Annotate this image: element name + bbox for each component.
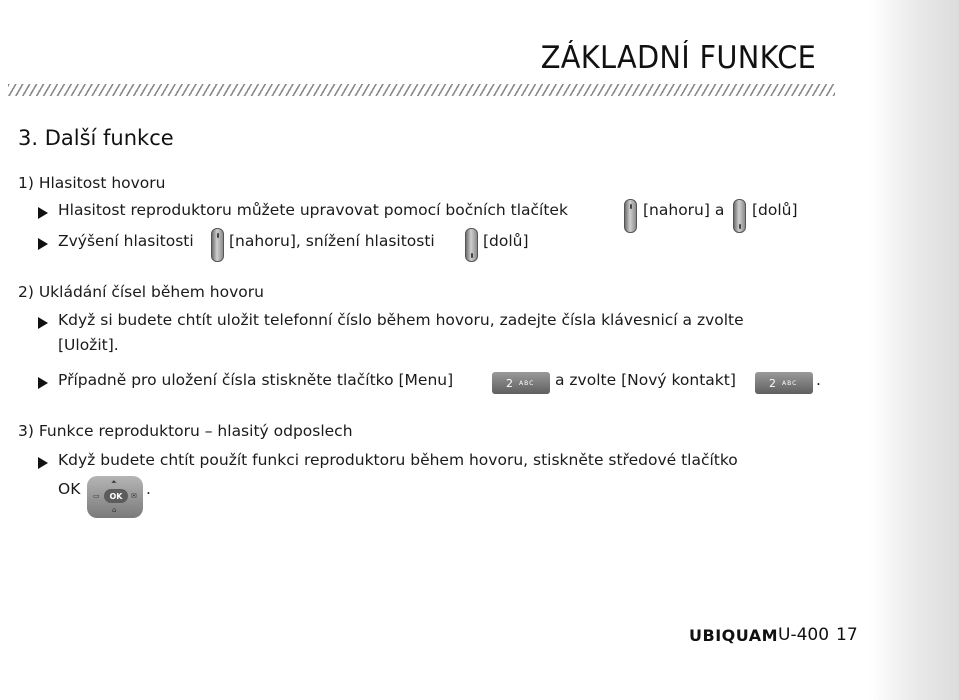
s2-b2-mid: a zvolte [Nový kontakt] [555,371,736,389]
key-2-abc-icon [755,372,813,394]
s1-b2-text: Zvýšení hlasitosti [58,232,194,250]
ok-key-top-icon: ⏶ [111,478,117,486]
side-gradient [869,0,959,700]
bullet-arrow-icon [38,207,48,219]
ok-navigation-key-icon [87,476,143,518]
ok-key-center: OK [104,489,128,503]
footer-model: U-400 [778,625,830,645]
side-key-down-icon [733,199,746,233]
section-title: 3. Další funkce [18,126,174,150]
s1-b1-text: Hlasitost reproduktoru můžete upravovat pomocí bočních tlačítek [58,201,568,219]
key-2-letters: ABC [519,379,535,387]
s3-ok-prefix: OK [58,480,81,498]
s1-b1-down: [dolů] [752,201,798,219]
key-2-abc-icon [492,372,550,394]
side-key-up-icon [211,228,224,262]
s3-b1-text: Když budete chtít použít funkci reproduktoru během hovoru, stiskněte středové tlačítko [58,451,738,469]
ok-key-right-icon: ✉ [131,492,137,500]
side-key-down-icon [465,228,478,262]
bullet-arrow-icon [38,457,48,469]
s1-heading: 1) Hlasitost hovoru [18,174,166,192]
s2-heading: 2) Ukládání čísel během hovoru [18,283,264,301]
key-2-digit: 2 [506,376,513,390]
s2-b1-text: Když si budete chtít uložit telefonní číslo během hovoru, zadejte čísla klávesnicí a zvolte [58,311,744,329]
header-hatch-divider [8,84,835,96]
s3-ok-suffix: . [146,480,151,498]
key-2-letters: ABC [782,379,798,387]
bullet-arrow-icon [38,317,48,329]
s1-b2-down: [dolů] [483,232,529,250]
ok-key-bottom-icon: ⌂ [112,506,117,514]
key-2-digit: 2 [769,376,776,390]
bullet-arrow-icon [38,377,48,389]
footer-page-number: 17 [836,625,858,645]
s2-b2-text: Případně pro uložení čísla stiskněte tlačítko [Menu] [58,371,454,389]
footer-brand-logo: UBIQUAM [689,626,779,645]
s3-heading: 3) Funkce reproduktoru – hlasitý odposlech [18,422,353,440]
bullet-arrow-icon [38,238,48,250]
side-key-up-icon [624,199,637,233]
s2-b1-continuation: [Uložit]. [58,336,119,354]
page-header-title: ZÁKLADNÍ FUNKCE [540,40,816,76]
ok-key-left-icon: ▭ [93,492,100,500]
s1-b2-up: [nahoru], snížení hlasitosti [229,232,435,250]
s2-b2-end: . [816,371,821,389]
s1-b1-up: [nahoru] a [643,201,725,219]
